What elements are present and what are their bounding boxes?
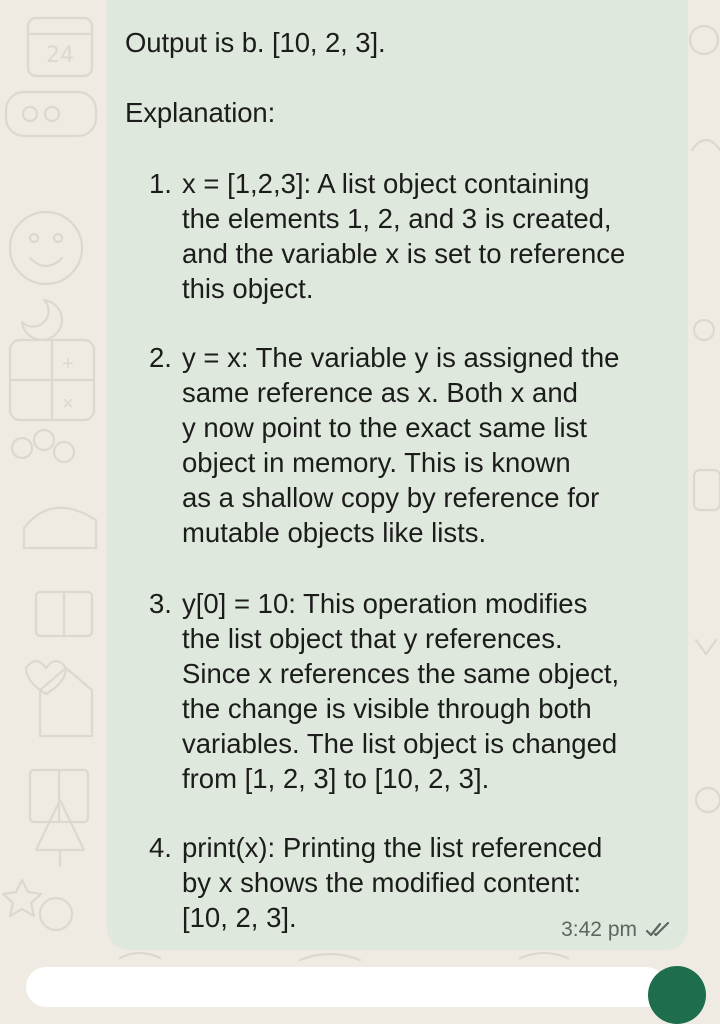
list-item-line: [10, 2, 3]. <box>182 902 297 933</box>
list-item-line: same reference as x. Both x and <box>182 377 578 408</box>
svg-text:24: 24 <box>46 43 74 68</box>
message-bubble[interactable] <box>107 0 688 950</box>
list-item-number: 3. <box>149 588 172 619</box>
output-line: Output is b. [10, 2, 3]. <box>125 27 386 58</box>
list-item-line: the list object that y references. <box>182 623 563 654</box>
list-item-line: mutable objects like lists. <box>182 517 487 548</box>
list-item-line: variables. The list object is changed <box>182 728 618 759</box>
list-item-text <box>182 340 619 550</box>
list-item-number: 1. <box>149 168 172 199</box>
list-item-line: y now point to the exact same list <box>182 412 588 443</box>
message-input-bar[interactable] <box>26 967 666 1007</box>
mic-button[interactable] <box>648 966 706 1024</box>
list-item-line: x = [1,2,3]: A list object containing <box>182 168 590 199</box>
list-item-text <box>182 586 619 796</box>
list-item-line: by x shows the modified content: <box>182 867 581 898</box>
list-item-line: y = x: The variable y is assigned the <box>182 342 620 373</box>
list-item-line: and the variable x is set to reference <box>182 238 626 269</box>
list-item-line: Since x references the same object, <box>182 658 620 689</box>
list-item-line: print(x): Printing the list referenced <box>182 832 603 863</box>
list-item-line: from [1, 2, 3] to [10, 2, 3]. <box>182 763 490 794</box>
list-item-line: the change is visible through both <box>182 693 592 724</box>
svg-text:×: × <box>62 393 74 415</box>
list-item-number: 4. <box>149 832 172 863</box>
list-item-line: as a shallow copy by reference for <box>182 482 600 513</box>
list-item-line: the elements 1, 2, and 3 is created, <box>182 203 612 234</box>
explanation-label: Explanation: <box>125 97 276 128</box>
list-item-text <box>182 166 625 306</box>
double-check-icon <box>645 921 671 939</box>
list-item-number: 2. <box>149 342 172 373</box>
list-item-line: this object. <box>182 273 314 304</box>
list-item-line: object in memory. This is known <box>182 447 571 478</box>
list-item-line: y[0] = 10: This operation modifies <box>182 588 588 619</box>
message-meta <box>561 918 671 942</box>
svg-text:+: + <box>62 353 74 375</box>
message-timestamp: 3:42 pm <box>561 918 637 941</box>
list-item-text <box>182 830 602 935</box>
